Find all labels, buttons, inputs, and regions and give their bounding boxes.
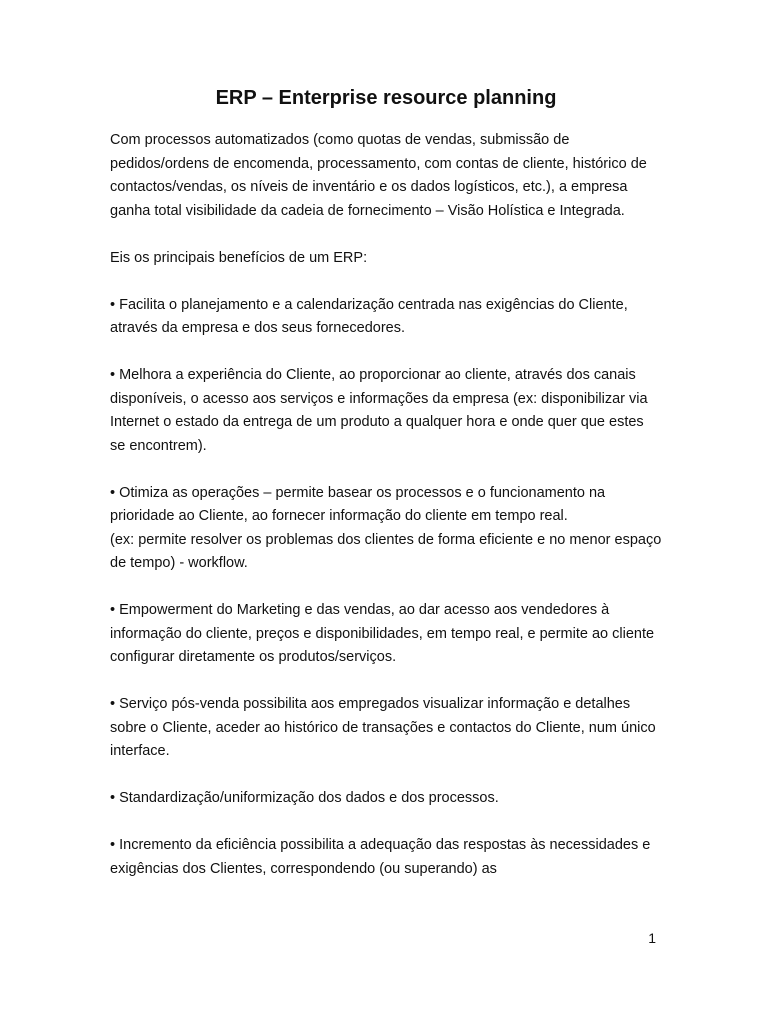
benefit-item-planning: • Facilita o planejamento e a calendarização centrada nas exigências do Cliente, através da empresa e dos seus fornecedores.: [110, 296, 628, 336]
intro-paragraph: Com processos automatizados (como quotas de vendas, submissão de pedidos/ordens de encomenda, processamento, com contas de cliente, histórico de contactos/vendas, os níveis de inventário e os dados logísticos, etc.), a empresa ganha total visibilidade da cadeia de fornecimento – Visão Holística e Integrada.: [110, 132, 647, 219]
benefit-item-operations-example: (ex: permite resolver os problemas dos clientes de forma eficiente e no menor espaço de tempo) - workflow.: [110, 531, 662, 571]
document-title: ERP – Enterprise resource planning: [215, 87, 557, 109]
benefit-item-marketing: • Empowerment do Marketing e das vendas, ao dar acesso aos vendedores à informação do cliente, preços e disponibilidades, em tempo real, e permite ao cliente configurar diretamente os produtos/serviços.: [110, 602, 655, 665]
benefit-item-operations: • Otimiza as operações – permite basear os processos e o funcionamento na prioridade ao Cliente, ao fornecer informação do cliente em tempo real.: [110, 484, 606, 524]
page-number: 1: [648, 930, 656, 946]
benefit-item-after-sales: • Serviço pós-venda possibilita aos empregados visualizar informação e detalhes sobre o Cliente, aceder ao histórico de transações e contactos do Cliente, num único interface.: [110, 696, 656, 759]
benefit-item-standardization: • Standardização/uniformização dos dados e dos processos.: [110, 790, 499, 806]
benefit-item-efficiency: • Incremento da eficiência possibilita a adequação das respostas às necessidades e exigências dos Clientes, correspondendo (ou superando) as: [110, 837, 651, 877]
benefit-item-customer-experience: • Melhora a experiência do Cliente, ao proporcionar ao cliente, através dos canais disponíveis, o acesso aos serviços e informações da empresa (ex: disponibilizar via Internet o estado da entrega de um produto a qualquer hora e onde quer que estes se encontrem).: [110, 367, 648, 454]
benefits-intro-paragraph: Eis os principais benefícios de um ERP:: [110, 249, 368, 266]
document-body: [110, 129, 662, 905]
